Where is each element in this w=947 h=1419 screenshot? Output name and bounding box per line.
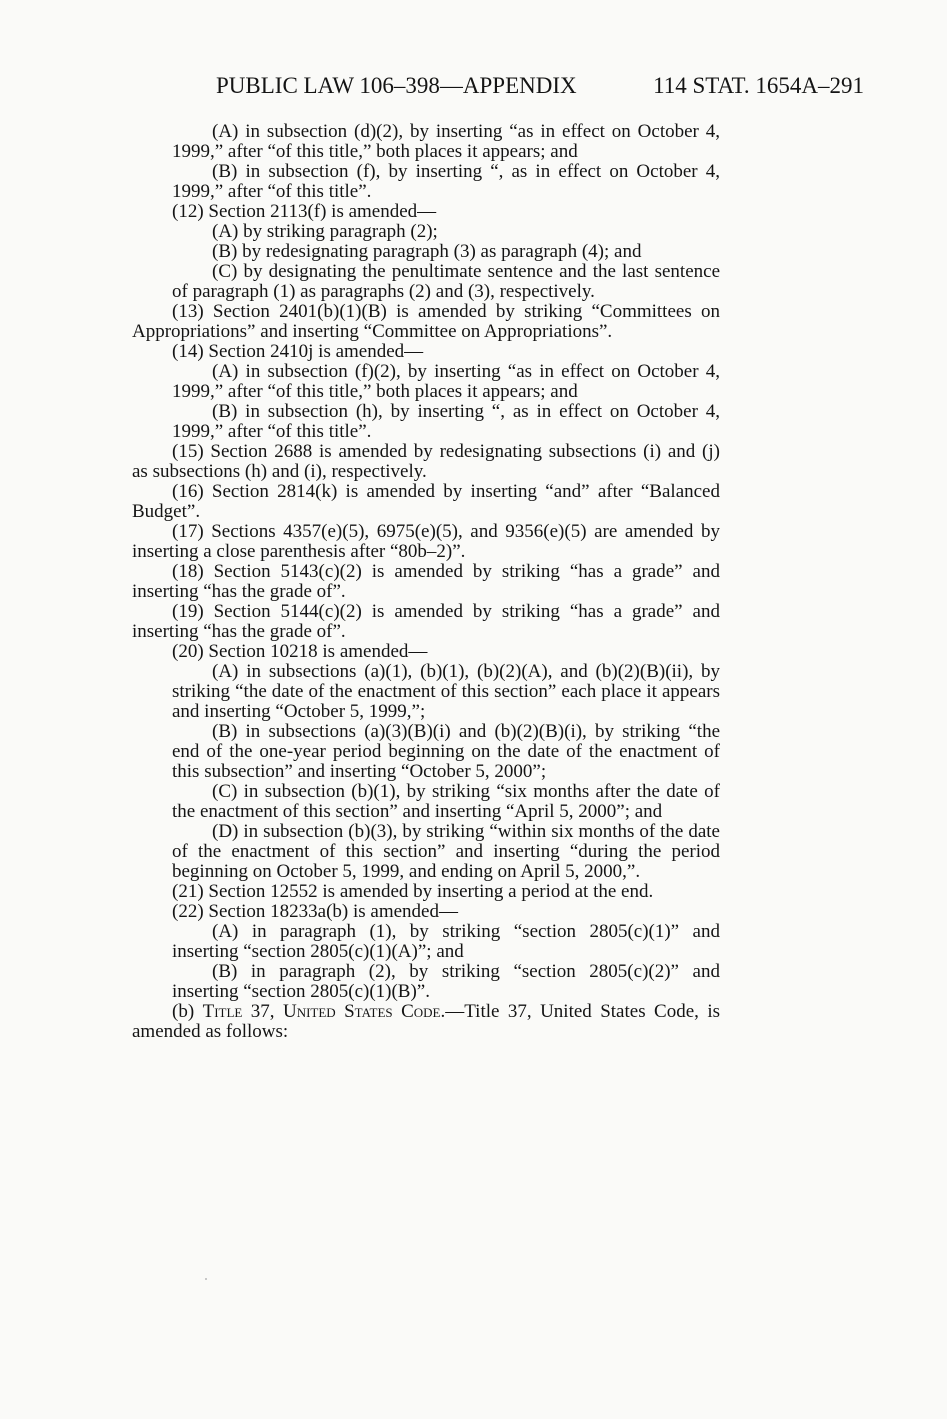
body-text [132,122,720,1042]
running-head: PUBLIC LAW 106–398—APPENDIX [216,73,577,98]
paragraph: (20) Section 10218 is amended— [172,641,428,662]
page-speck [205,1278,207,1280]
paragraph: (A) in subsection (f)(2), by inserting “as in effect on October 4, 1999,” after “of this title,” both places it appears; and [172,361,720,402]
paragraph: (18) Section 5143(c)(2) is amended by striking “has a grade” and inserting “has the grade of”. [132,561,720,602]
paragraph: (17) Sections 4357(e)(5), 6975(e)(5), and 9356(e)(5) are amended by inserting a close parenthesis after “80b–2)”. [132,521,720,562]
paragraph: (B) in subsection (f), by inserting “, as in effect on October 4, 1999,” after “of this title”. [172,161,720,202]
paragraph: (C) by designating the penultimate sentence and the last sentence of paragraph (1) as paragraphs (2) and (3), respectively. [172,261,720,302]
paragraph: (B) by redesignating paragraph (3) as paragraph (4); and [212,241,642,262]
paragraph: (14) Section 2410j is amended— [172,341,424,362]
subsection-label: (b) [172,1001,203,1022]
paragraph: (A) in subsections (a)(1), (b)(1), (b)(2)(A), and (b)(2)(B)(ii), by striking “the date of the enactment of this section” each place it appears and inserting “October 5, 1999,”; [172,661,720,722]
subsection-heading-paragraph [132,1002,720,1042]
page-number: 114 STAT. 1654A–291 [653,73,864,98]
paragraph: (B) in subsection (h), by inserting “, as in effect on October 4, 1999,” after “of this title”. [172,401,720,442]
em-dash: — [445,1001,465,1022]
paragraph: (D) in subsection (b)(3), by striking “within six months of the date of the enactment of this section” and inserting “during the period beginning on October 5, 1999, and ending on April 5, 2000,”. [172,821,720,882]
paragraph: (B) in subsections (a)(3)(B)(i) and (b)(2)(B)(i), by striking “the end of the one-year period beginning on the date of the enactment of this subsection” and inserting “October 5, 2000”; [172,721,720,782]
subsection-text: Title 37, United States Code, is amended as follows: [132,1001,720,1042]
page-header [216,70,864,102]
paragraph: (C) in subsection (b)(1), by striking “six months after the date of the enactment of this section” and inserting “April 5, 2000”; and [172,781,720,822]
paragraph: (15) Section 2688 is amended by redesignating subsections (i) and (j) as subsections (h) and (i), respectively. [132,441,720,482]
paragraph: (13) Section 2401(b)(1)(B) is amended by striking “Committees on Appropriations” and inserting “Committee on Appropriations”. [132,301,720,342]
paragraph: (A) in paragraph (1), by striking “section 2805(c)(1)” and inserting “section 2805(c)(1)(A)”; and [172,921,720,962]
paragraph: (A) by striking paragraph (2); [212,221,438,242]
subsection-heading: Title 37, United States Code. [202,1001,446,1022]
paragraph: (21) Section 12552 is amended by inserting a period at the end. [172,881,654,902]
paragraph: (12) Section 2113(f) is amended— [172,201,437,222]
paragraph: (19) Section 5144(c)(2) is amended by striking “has a grade” and inserting “has the grade of”. [132,601,720,642]
paragraph: (22) Section 18233a(b) is amended— [172,901,458,922]
paragraph: (A) in subsection (d)(2), by inserting “as in effect on October 4, 1999,” after “of this title,” both places it appears; and [172,121,720,162]
paragraph: (B) in paragraph (2), by striking “section 2805(c)(2)” and inserting “section 2805(c)(1)(B)”. [172,961,720,1002]
paragraph: (16) Section 2814(k) is amended by inserting “and” after “Balanced Budget”. [132,481,720,522]
